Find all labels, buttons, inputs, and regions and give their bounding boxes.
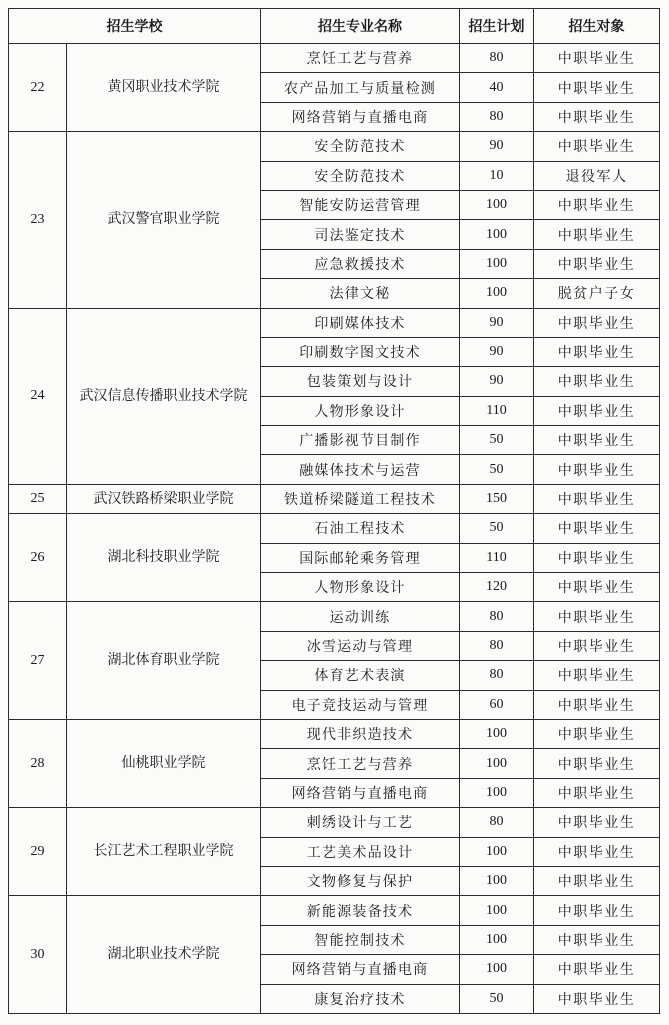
enrollment-target: 中职毕业生 bbox=[534, 396, 660, 425]
major-name: 铁道桥梁隧道工程技术 bbox=[261, 484, 460, 513]
major-name: 网络营销与直播电商 bbox=[261, 955, 460, 984]
school-name: 武汉信息传播职业技术学院 bbox=[67, 308, 261, 484]
enrollment-target: 中职毕业生 bbox=[534, 631, 660, 660]
major-name: 石油工程技术 bbox=[261, 514, 460, 543]
enrollment-plan: 150 bbox=[460, 484, 534, 513]
enrollment-plan: 50 bbox=[460, 426, 534, 455]
enrollment-plan: 10 bbox=[460, 161, 534, 190]
enrollment-plan: 100 bbox=[460, 837, 534, 866]
enrollment-target: 中职毕业生 bbox=[534, 308, 660, 337]
table-row bbox=[9, 132, 660, 161]
enrollment-target: 中职毕业生 bbox=[534, 690, 660, 719]
major-name: 广播影视节目制作 bbox=[261, 426, 460, 455]
enrollment-plan: 90 bbox=[460, 132, 534, 161]
major-name: 应急救援技术 bbox=[261, 249, 460, 278]
enrollment-plan: 100 bbox=[460, 778, 534, 807]
enrollment-plan: 50 bbox=[460, 514, 534, 543]
school-index: 29 bbox=[9, 808, 67, 896]
enrollment-target: 中职毕业生 bbox=[534, 249, 660, 278]
enrollment-target: 中职毕业生 bbox=[534, 367, 660, 396]
enrollment-target: 中职毕业生 bbox=[534, 73, 660, 102]
header-target: 招生对象 bbox=[534, 9, 660, 44]
enrollment-plan: 100 bbox=[460, 925, 534, 954]
school-index: 22 bbox=[9, 44, 67, 132]
header-plan: 招生计划 bbox=[460, 9, 534, 44]
school-name: 湖北体育职业学院 bbox=[67, 602, 261, 720]
major-name: 安全防范技术 bbox=[261, 161, 460, 190]
table-row bbox=[9, 602, 660, 631]
enrollment-plan: 40 bbox=[460, 73, 534, 102]
table-row bbox=[9, 896, 660, 925]
enrollment-plan: 90 bbox=[460, 308, 534, 337]
major-name: 网络营销与直播电商 bbox=[261, 102, 460, 131]
enrollment-plan: 100 bbox=[460, 220, 534, 249]
school-name: 湖北科技职业学院 bbox=[67, 514, 261, 602]
header-school: 招生学校 bbox=[9, 9, 261, 44]
enrollment-plan: 90 bbox=[460, 337, 534, 366]
enrollment-plan: 100 bbox=[460, 896, 534, 925]
enrollment-plan: 80 bbox=[460, 102, 534, 131]
school-index: 27 bbox=[9, 602, 67, 720]
enrollment-plan: 80 bbox=[460, 631, 534, 660]
enrollment-target: 中职毕业生 bbox=[534, 573, 660, 602]
major-name: 刺绣设计与工艺 bbox=[261, 808, 460, 837]
table-body bbox=[9, 44, 660, 1014]
table-row bbox=[9, 308, 660, 337]
major-name: 安全防范技术 bbox=[261, 132, 460, 161]
enrollment-target: 中职毕业生 bbox=[534, 866, 660, 895]
enrollment-target: 退役军人 bbox=[534, 161, 660, 190]
school-index: 24 bbox=[9, 308, 67, 484]
enrollment-plan: 100 bbox=[460, 866, 534, 895]
enrollment-target: 中职毕业生 bbox=[534, 337, 660, 366]
enrollment-plan: 110 bbox=[460, 543, 534, 572]
school-name: 武汉铁路桥梁职业学院 bbox=[67, 484, 261, 513]
enrollment-target: 中职毕业生 bbox=[534, 426, 660, 455]
enrollment-plan: 100 bbox=[460, 749, 534, 778]
enrollment-target: 中职毕业生 bbox=[534, 190, 660, 219]
enrollment-plan: 80 bbox=[460, 602, 534, 631]
major-name: 冰雪运动与管理 bbox=[261, 631, 460, 660]
enrollment-target: 中职毕业生 bbox=[534, 543, 660, 572]
major-name: 烹饪工艺与营养 bbox=[261, 44, 460, 73]
table-row bbox=[9, 44, 660, 73]
enrollment-plan: 50 bbox=[460, 984, 534, 1013]
enrollment-plan: 60 bbox=[460, 690, 534, 719]
school-index: 30 bbox=[9, 896, 67, 1014]
enrollment-target: 中职毕业生 bbox=[534, 514, 660, 543]
school-name: 湖北职业技术学院 bbox=[67, 896, 261, 1014]
major-name: 国际邮轮乘务管理 bbox=[261, 543, 460, 572]
enrollment-target: 中职毕业生 bbox=[534, 896, 660, 925]
major-name: 司法鉴定技术 bbox=[261, 220, 460, 249]
enrollment-plan: 120 bbox=[460, 573, 534, 602]
enrollment-target: 中职毕业生 bbox=[534, 661, 660, 690]
enrollment-target: 脱贫户子女 bbox=[534, 279, 660, 308]
school-index: 23 bbox=[9, 132, 67, 308]
school-name: 长江艺术工程职业学院 bbox=[67, 808, 261, 896]
enrollment-target: 中职毕业生 bbox=[534, 925, 660, 954]
enrollment-plan: 110 bbox=[460, 396, 534, 425]
header-row bbox=[9, 9, 660, 44]
major-name: 文物修复与保护 bbox=[261, 866, 460, 895]
admissions-table bbox=[8, 8, 660, 1014]
major-name: 法律文秘 bbox=[261, 279, 460, 308]
major-name: 智能控制技术 bbox=[261, 925, 460, 954]
major-name: 新能源装备技术 bbox=[261, 896, 460, 925]
major-name: 电子竞技运动与管理 bbox=[261, 690, 460, 719]
major-name: 烹饪工艺与营养 bbox=[261, 749, 460, 778]
enrollment-target: 中职毕业生 bbox=[534, 102, 660, 131]
enrollment-target: 中职毕业生 bbox=[534, 778, 660, 807]
major-name: 网络营销与直播电商 bbox=[261, 778, 460, 807]
enrollment-plan: 50 bbox=[460, 455, 534, 484]
header-major: 招生专业名称 bbox=[261, 9, 460, 44]
major-name: 人物形象设计 bbox=[261, 396, 460, 425]
enrollment-target: 中职毕业生 bbox=[534, 44, 660, 73]
major-name: 人物形象设计 bbox=[261, 573, 460, 602]
enrollment-plan: 80 bbox=[460, 44, 534, 73]
enrollment-target: 中职毕业生 bbox=[534, 132, 660, 161]
enrollment-target: 中职毕业生 bbox=[534, 749, 660, 778]
enrollment-plan: 100 bbox=[460, 719, 534, 748]
enrollment-target: 中职毕业生 bbox=[534, 602, 660, 631]
enrollment-plan: 100 bbox=[460, 249, 534, 278]
major-name: 农产品加工与质量检测 bbox=[261, 73, 460, 102]
table-row bbox=[9, 719, 660, 748]
major-name: 融媒体技术与运营 bbox=[261, 455, 460, 484]
major-name: 包装策划与设计 bbox=[261, 367, 460, 396]
table-row bbox=[9, 808, 660, 837]
enrollment-plan: 100 bbox=[460, 190, 534, 219]
major-name: 现代非织造技术 bbox=[261, 719, 460, 748]
major-name: 运动训练 bbox=[261, 602, 460, 631]
enrollment-plan: 100 bbox=[460, 955, 534, 984]
enrollment-plan: 80 bbox=[460, 808, 534, 837]
table-header bbox=[9, 9, 660, 44]
enrollment-target: 中职毕业生 bbox=[534, 955, 660, 984]
enrollment-target: 中职毕业生 bbox=[534, 220, 660, 249]
school-index: 28 bbox=[9, 719, 67, 807]
school-index: 26 bbox=[9, 514, 67, 602]
table-row bbox=[9, 514, 660, 543]
enrollment-target: 中职毕业生 bbox=[534, 455, 660, 484]
major-name: 印刷数字图文技术 bbox=[261, 337, 460, 366]
school-name: 黄冈职业技术学院 bbox=[67, 44, 261, 132]
enrollment-target: 中职毕业生 bbox=[534, 837, 660, 866]
enrollment-plan: 100 bbox=[460, 279, 534, 308]
major-name: 体育艺术表演 bbox=[261, 661, 460, 690]
major-name: 工艺美术品设计 bbox=[261, 837, 460, 866]
enrollment-target: 中职毕业生 bbox=[534, 984, 660, 1013]
enrollment-plan: 90 bbox=[460, 367, 534, 396]
school-name: 武汉警官职业学院 bbox=[67, 132, 261, 308]
enrollment-plan: 80 bbox=[460, 661, 534, 690]
major-name: 智能安防运营管理 bbox=[261, 190, 460, 219]
table-row bbox=[9, 484, 660, 513]
enrollment-target: 中职毕业生 bbox=[534, 719, 660, 748]
enrollment-target: 中职毕业生 bbox=[534, 808, 660, 837]
enrollment-target: 中职毕业生 bbox=[534, 484, 660, 513]
major-name: 康复治疗技术 bbox=[261, 984, 460, 1013]
school-index: 25 bbox=[9, 484, 67, 513]
major-name: 印刷媒体技术 bbox=[261, 308, 460, 337]
school-name: 仙桃职业学院 bbox=[67, 719, 261, 807]
